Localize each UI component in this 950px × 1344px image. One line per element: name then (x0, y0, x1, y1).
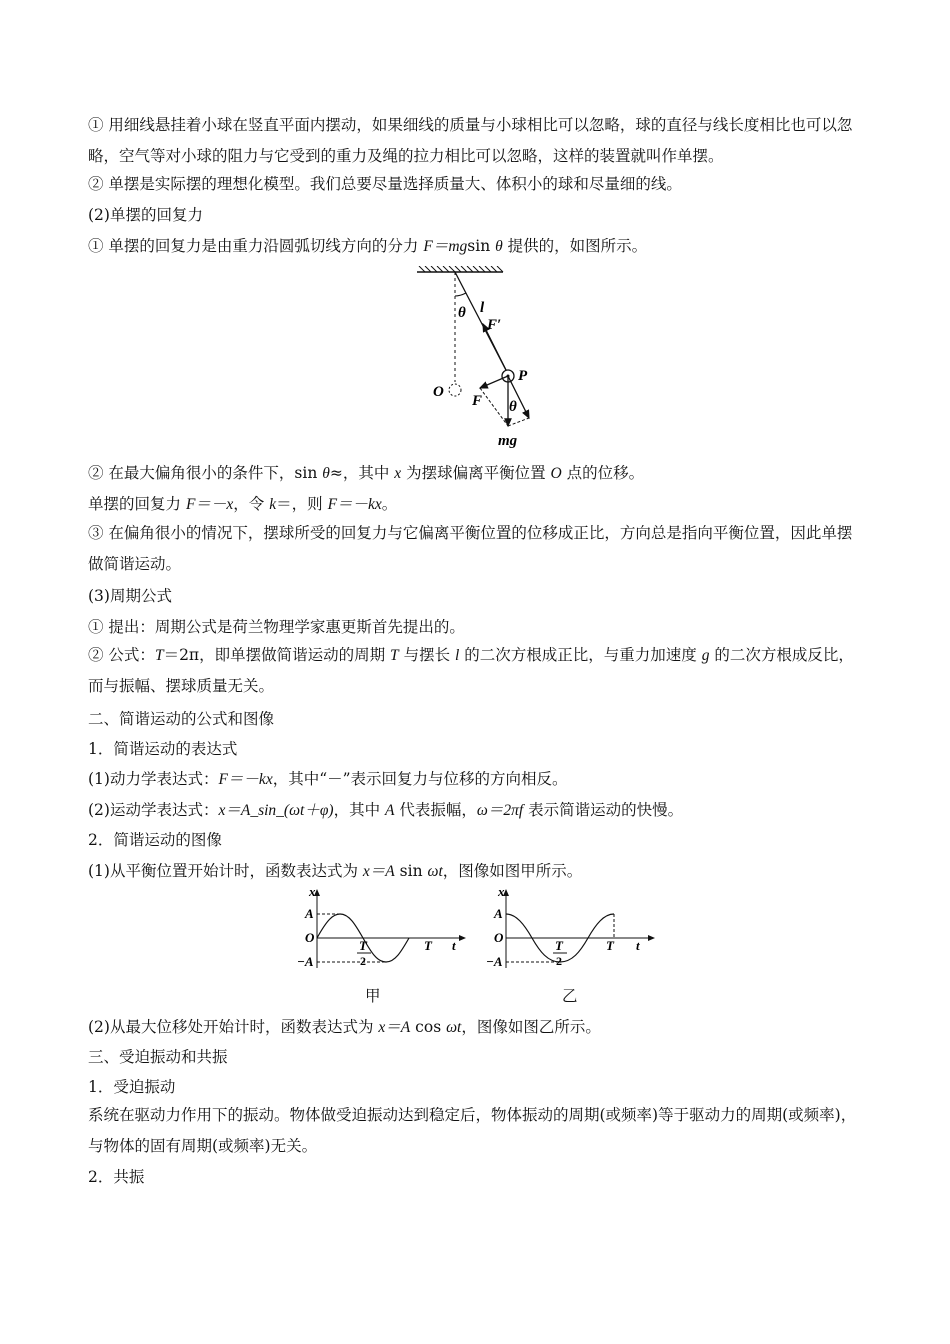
heading-resonance: 2．共振 (88, 1168, 145, 1186)
caption-jia: 甲 (365, 987, 381, 1005)
f-prime-label: F′ (487, 317, 502, 333)
paragraph-restoring-force-formula: 单摆的回复力 F＝－x，令 k＝，则 F＝－kx。 (88, 495, 398, 513)
paragraph-kinematics-expression: (2)运动学表达式：x＝A_sin_(ωt＋φ)，其中 A 代表振幅，ω＝2πf 表示简谐运动的快慢。 (88, 801, 684, 819)
svg-text:t: t (452, 938, 456, 953)
paragraph-restoring-force-source: ① 单摆的回复力是由重力沿圆弧切线方向的分力 F＝mgsin θ 提供的，如图所示。 (88, 237, 648, 255)
paragraph-shm-conclusion: ③ 在偏角很小的情况下，摆球所受的回复力与它偏离平衡位置的位移成正比，方向总是指向平衡位置，因此单摆做简谐运动。 (88, 524, 853, 573)
caption-yi: 乙 (562, 987, 578, 1005)
svg-text:T: T (555, 938, 563, 953)
svg-text:2: 2 (360, 954, 366, 968)
l-label: l (480, 300, 485, 316)
graph-yi-cosine (482, 884, 662, 974)
svg-text:−A: −A (297, 954, 314, 969)
svg-text:A: A (305, 906, 314, 921)
svg-text:T: T (424, 938, 432, 953)
heading-forced-vibration: 1．受迫振动 (88, 1078, 176, 1096)
theta-bottom-label: θ (509, 399, 517, 415)
svg-text:O: O (305, 930, 315, 945)
heading-shm-expression: 1．简谐运动的表达式 (88, 740, 238, 758)
svg-text:x: x (309, 884, 316, 899)
svg-text:2: 2 (556, 954, 562, 968)
svg-text:T: T (606, 938, 614, 953)
svg-text:−A: −A (486, 954, 503, 969)
svg-text:t: t (636, 938, 640, 953)
mg-label: mg (498, 433, 518, 449)
paragraph-simple-pendulum-definition: ① 用细线悬挂着小球在竖直平面内摆动，如果细线的质量与小球相比可以忽略，球的直径与线长度相比也可以忽略，空气等对小球的阻力与它受到的重力及绳的拉力相比可以忽略，这样的装置就叫作单摆。 (88, 116, 853, 165)
paragraph-period-formula: ② 公式：T＝2π，即单摆做简谐运动的周期 T 与摆长 l 的二次方根成正比，与重力加速度 g 的二次方根成反比，而与振幅、摆球质量无关。 (88, 646, 854, 695)
theta-top-label: θ (458, 305, 466, 321)
svg-text:x: x (498, 884, 505, 899)
paragraph-dynamics-expression: (1)动力学表达式：F＝－kx，其中“－”表示回复力与位移的方向相反。 (88, 770, 568, 788)
heading-shm-formula-graph: 二、简谐运动的公式和图像 (88, 710, 275, 728)
heading-restoring-force: (2)单摆的回复力 (88, 206, 203, 224)
paragraph-forced-vibration: 系统在驱动力作用下的振动。物体做受迫振动达到稳定后，物体振动的周期(或频率)等于驱动力的周期(或频率)，与物体的固有周期(或频率)无关。 (88, 1106, 857, 1155)
heading-shm-graph: 2．简谐运动的图像 (88, 831, 222, 849)
heading-period-formula: (3)周期公式 (88, 587, 172, 605)
svg-text:O: O (494, 930, 504, 945)
paragraph-ideal-model: ② 单摆是实际摆的理想化模型。我们总要尽量选择质量大、体积小的球和尽量细的线。 (88, 175, 682, 193)
pendulum-force-diagram (405, 266, 555, 452)
paragraph-graph-yi: (2)从最大位移处开始计时，函数表达式为 x＝A cos ωt，图像如图乙所示。 (88, 1018, 601, 1036)
graph-jia-sine (293, 884, 473, 974)
paragraph-huygens: ① 提出：周期公式是荷兰物理学家惠更斯首先提出的。 (88, 618, 465, 636)
f-label: F (472, 393, 483, 409)
paragraph-graph-jia: (1)从平衡位置开始计时，函数表达式为 x＝A sin ωt，图像如图甲所示。 (88, 862, 583, 880)
svg-text:T: T (359, 938, 367, 953)
p-point-label: P (518, 368, 528, 384)
o-point-label: O (433, 384, 444, 400)
svg-text:A: A (494, 906, 503, 921)
paragraph-small-angle: ② 在最大偏角很小的条件下，sin θ≈，其中 x 为摆球偏离平衡位置 O 点的位移。 (88, 464, 645, 482)
heading-forced-vibration-resonance: 三、受迫振动和共振 (88, 1048, 228, 1066)
